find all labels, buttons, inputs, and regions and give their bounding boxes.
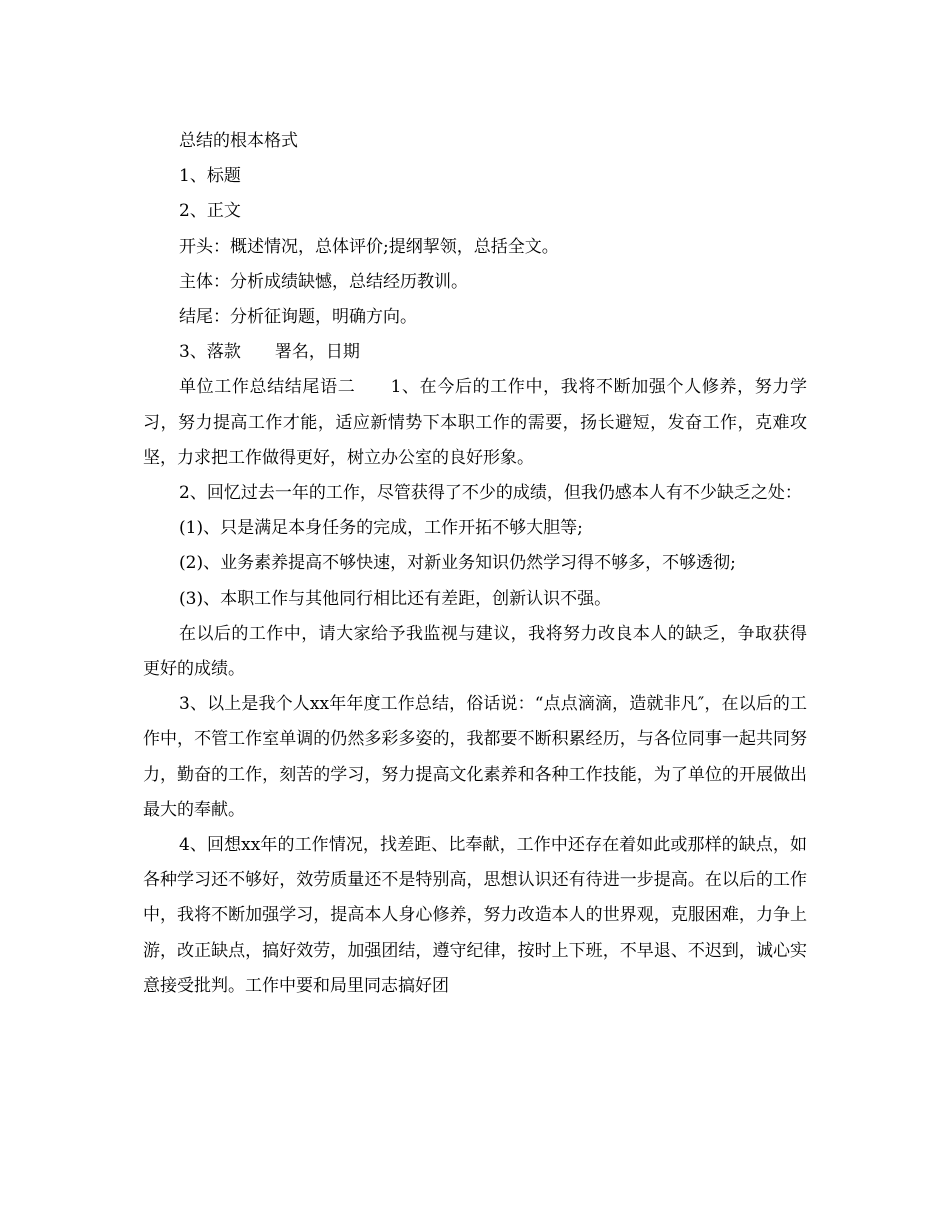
list-item: (3)、本职工作与其他同行相比还有差距，创新认识不强。 [179,588,612,609]
paragraph: 2、回忆过去一年的工作，尽管获得了不少的成绩，但我仍感本人有不少缺乏之处： [179,483,802,504]
section-heading: 1、标题 [179,166,241,187]
list-item: (2)、业务素养提高不够快速，对新业务知识仍然学习得不够多，不够透彻; [179,553,736,574]
document-body [143,124,807,1004]
paragraph: 单位工作总结结尾语二 1、在今后的工作中，我将不断加强个人修养，努力学习，努力提高工作才能，适应新情势下本职工作的需要，扬长避短，发奋工作，克难攻坚，力求把工作做得更好，树立办公室的良好形象。 [143,377,807,468]
paragraph: 在以后的工作中，请大家给予我监视与建议，我将努力改良本人的缺乏，争取获得更好的成绩。 [143,623,807,680]
list-item: (1)、只是满足本身任务的完成，工作开拓不够大胆等; [179,518,583,539]
paragraph: 开头：概述情况，总体评价;提纲挈领，总括全文。 [179,236,559,257]
paragraph: 结尾：分析征询题，明确方向。 [179,307,417,328]
paragraph: 3、以上是我个人xx年年度工作总结，俗话说：“点点滴滴，造就非凡″，在以后的工作中，不管工作室单调的仍然多彩多姿的，我都要不断积累经历，与各位同事一起共同努力，勤奋的工作，刻苦的学习，努力提高文化素养和各种工作技能，为了单位的开展做出最大的奉献。 [143,694,807,820]
section-heading: 2、正文 [179,201,241,222]
paragraph: 主体：分析成绩缺憾，总结经历教训。 [179,271,468,292]
section-heading: 3、落款 署名，日期 [179,342,360,363]
paragraph: 4、回想xx年的工作情况，找差距、比奉献，工作中还存在着如此或那样的缺点，如各种学习还不够好，效劳质量还不是特别高，思想认识还有待进一步提高。在以后的工作中，我将不断加强学习，提高本人身心修养，努力改造本人的世界观，克服困难，力争上游，改正缺点，搞好效劳，加强团结，遵守纪律，按时上下班，不早退、不迟到，诚心实意接受批判。工作中要和局里同志搞好团 [143,835,807,996]
doc-title: 总结的根本格式 [179,131,298,151]
